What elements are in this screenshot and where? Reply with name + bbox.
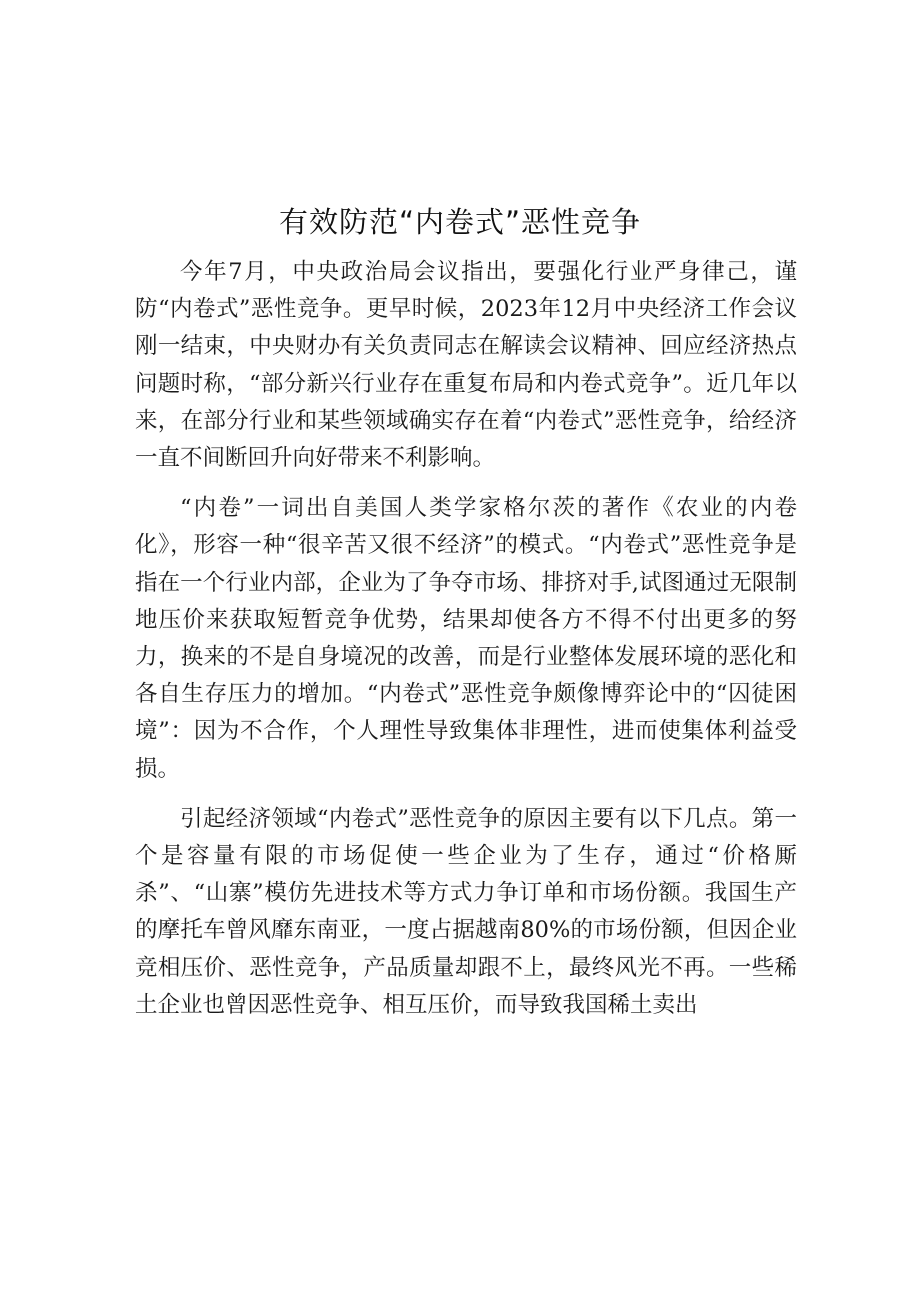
document-title: 有效防范“内卷式”恶性竞争 [278,205,642,239]
paragraph-3: 引起经济领域“内卷式”恶性竞争的原因主要有以下几点。第一个是容量有限的市场促使一些企业为了生存，通过“价格厮杀”、“山寨”模仿先进技术等方式力争订单和市场份额。我国生产的摩托车曾风靡东南亚，一度占据越南80%的市场份额，但因企业竞相压价、恶性竞争，产品质量却跟不上，最终风光不再。一些稀土企业也曾因恶性竞争、相互压价，而导致我国稀土卖出 [135,805,797,1018]
paragraph-2: “内卷”一词出自美国人类学家格尔茨的著作《农业的内卷化》，形容一种“很辛苦又很不经济”的模式。“内卷式”恶性竞争是指在一个行业内部，企业为了争夺市场、排挤对手,试图通过无限制地压价来获取短暂竞争优势，结果却使各方不得不付出更多的努力，换来的不是自身境况的改善，而是行业整体发展环境的恶化和各自生存压力的增加。“内卷式”恶性竞争颇像博弈论中的“囚徒困境”：因为不合作，个人理性导致集体非理性，进而使集体利益受损。 [135,495,797,782]
document-body [135,254,797,1024]
paragraph-1: 今年7月，中央政治局会议指出，要强化行业严身律己，谨防“内卷式”恶性竞争。更早时候，2023年12月中央经济工作会议刚一结束，中央财办有关负责同志在解读会议精神、回应经济热点问题时称，“部分新兴行业存在重复布局和内卷式竞争”。近几年以来，在部分行业和某些领域确实存在着“内卷式”恶性竞争，给经济一直不间断回升向好带来不利影响。 [135,259,797,472]
